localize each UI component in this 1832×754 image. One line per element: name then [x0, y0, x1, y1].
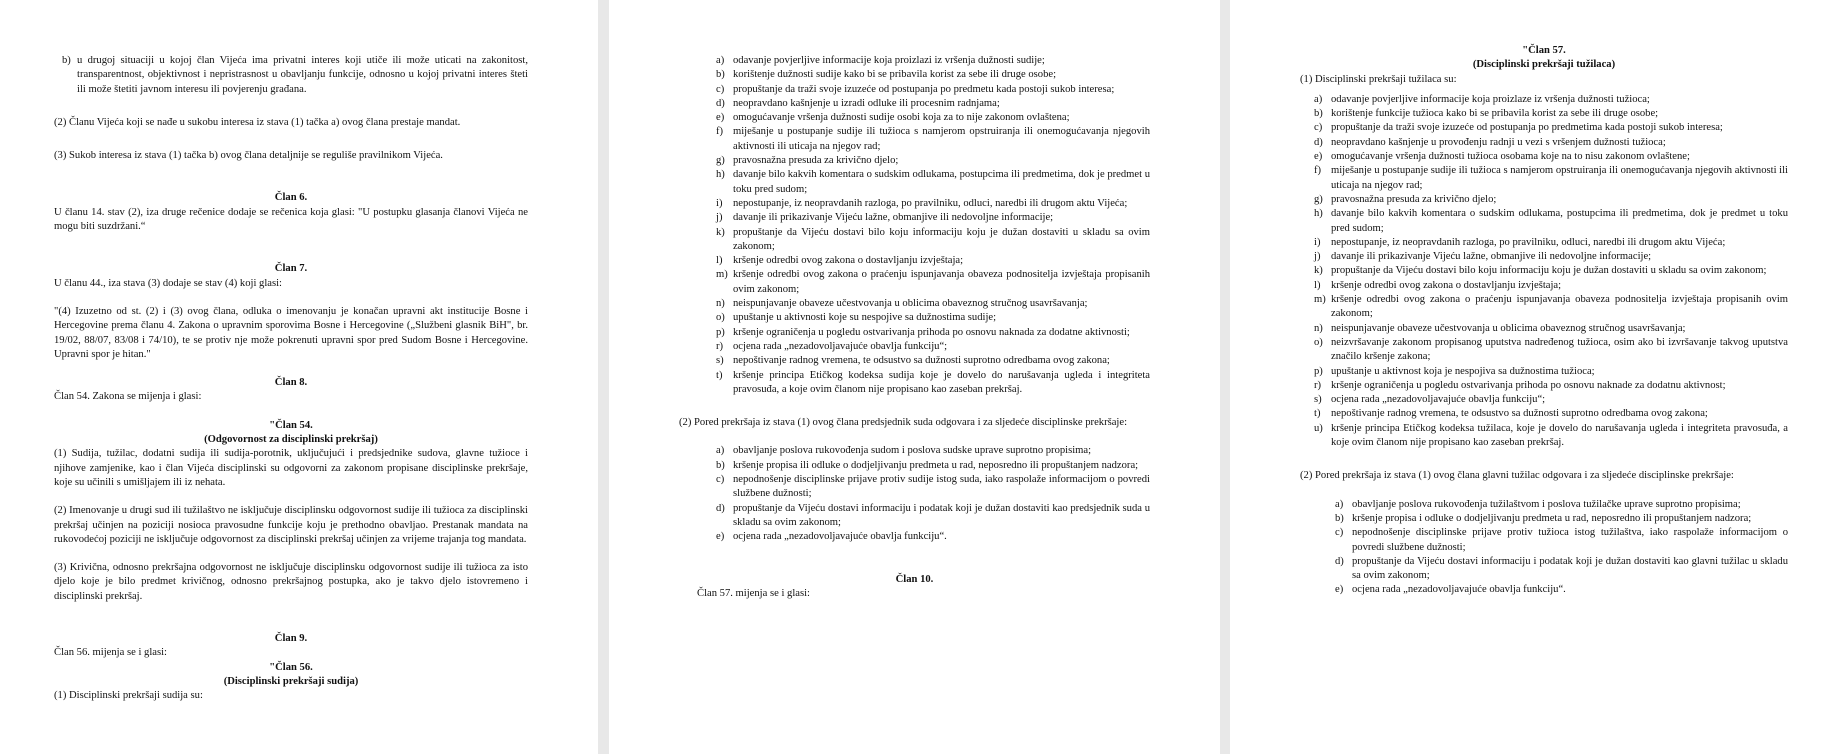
article-subheading: (Disciplinski prekršaji sudija): [223, 675, 359, 687]
list-item-label: t): [716, 369, 723, 381]
list-item-text: kršenje propisa i odluke o dodjeljivanju predmeta u rad, neposredno ili propuštanjem nadzora;: [1352, 512, 1752, 524]
list-item: [716, 268, 1150, 297]
list-item: [716, 226, 1150, 255]
list-item-label: h): [716, 169, 725, 181]
list-item-text: omogućavanje vršenja dužnosti tužioca osobama koje na to nisu zakonom ovlaštene;: [1331, 151, 1690, 163]
article-heading: Član 6.: [274, 192, 308, 204]
list-item-label: b): [1335, 512, 1344, 524]
list-item-text: upuštanje u aktivnost koja je nespojiva sa dužnostima tužioca;: [1331, 365, 1595, 377]
list-item-label: c): [716, 83, 725, 95]
list-item-label: f): [1314, 165, 1322, 177]
list-item-label: r): [716, 340, 724, 352]
list-item-label: g): [716, 155, 725, 167]
list-item-text: neopravdano kašnjenje u izradi odluke ili procesnim radnjama;: [733, 97, 1000, 109]
list-item: [1314, 293, 1788, 322]
list-item: [1314, 407, 1788, 421]
list-item-label: d): [716, 97, 725, 109]
list-item-label: i): [716, 197, 723, 209]
list-item: [1314, 365, 1788, 379]
list-item-label: b): [716, 459, 725, 471]
list-item: [1314, 107, 1788, 121]
list-item-text: propuštanje da traži svoje izuzeće od postupanja po predmetu kada postoji sukob interesa;: [733, 83, 1115, 95]
paragraph: (1) Disciplinski prekršaji sudija su:: [54, 690, 203, 702]
list-item: [1314, 93, 1788, 107]
list-item-label: c): [1335, 527, 1344, 539]
list-item-text: ocjena rada „nezadovoljavajuće obavlja funkciju“.: [1352, 584, 1566, 596]
paragraph: Član 57. mijenja se i glasi:: [697, 587, 810, 599]
list-item-label: b): [1314, 108, 1323, 120]
paragraph: (2) Članu Vijeća koji se nađe u sukobu interesa iz stava (1) tačka a) ovog člana prestaje mandat.: [54, 116, 461, 128]
list-item-label: a): [1314, 93, 1323, 105]
list-item-text: odavanje povjerljive informacije koja proizlaze iz vršenja dužnosti tužioca;: [1331, 93, 1650, 105]
list-item: [1335, 555, 1788, 584]
document-page-1: [0, 0, 598, 754]
list-item: [1335, 512, 1788, 526]
list-item-label: e): [1314, 151, 1323, 163]
list-item-label: k): [1314, 265, 1323, 277]
list-item-label: n): [716, 298, 725, 310]
list-item-text: korištenje funkcije tužioca kako bi se pribavila korist za sebe ili druge osobe;: [1331, 108, 1659, 120]
paragraph: (3) Sukob interesa iz stava (1) tačka b) ovog člana detaljnije se reguliše pravilnikom Vijeća.: [54, 150, 443, 162]
document-page-2: [609, 0, 1220, 754]
list-item: [716, 211, 1150, 225]
list-item: [1314, 322, 1788, 336]
list-item: [1314, 136, 1788, 150]
list-item-text: neizvršavanje zakonom propisanog uputstva nadređenog tužioca, osim ako bi izvršavanje takvog uputstva značilo kršenje zakona;: [1331, 336, 1788, 363]
list-item-text: kršenje ograničenja u pogledu ostvarivanja prihoda po osnovu naknada za dodatne aktivnosti;: [733, 326, 1130, 338]
document-page-3: [1230, 0, 1832, 754]
list-item: [1335, 498, 1788, 512]
paragraph: (1) Sudija, tužilac, dodatni sudija ili sudija-porotnik, uključujući i predsjednike sudova, glavne tužioce i njihove zamjenike, kao i član Vijeća disciplinski su odgovorni za zakonom propisane disciplinske prekršaje, koje su učinili s umišljajem ili iz nehata.: [54, 448, 528, 488]
list-item-text: propuštanje da traži svoje izuzeće od postupanja po predmetima kada postoji sukob interesa;: [1331, 122, 1723, 134]
list-item-label: e): [1335, 584, 1344, 596]
paragraph: Član 56. mijenja se i glasi:: [54, 647, 167, 659]
list-item: [716, 473, 1150, 502]
list-item-text: odavanje povjerljive informacije koja proizlazi iz vršenja dužnosti sudije;: [733, 55, 1045, 66]
list-item-label: a): [716, 445, 725, 457]
list-item: [716, 340, 1150, 354]
list-item-label: e): [716, 531, 725, 543]
offence-list: [679, 54, 1150, 397]
quoted-paragraph: "(4) Izuzetno od st. (2) i (3) ovog člana, odluka o imenovanju je konačan upravni akt institucije Bosne i Hercegovine prema članu 4. Zakona o upravnim sporovima Bosne i Hercegovine („Službeni glasnik BiH", br. 19/02, 88/07, 83/08 i 74/10), te se protiv nje može pokrenuti upravni spor pred Sudom Bosne i Hercegovine. Upravni spor je hitan.": [54, 305, 528, 360]
list-item-label: d): [1335, 555, 1344, 567]
list-item-text: obavljanje poslova rukovođenja tužilaštvom i poslova tužilačke uprave suprotno propisima;: [1352, 498, 1741, 510]
list-item-label: c): [1314, 122, 1323, 134]
list-item-label: f): [716, 126, 724, 138]
paragraph: (2) Pored prekršaja iz stava (1) ovog člana predsjednik suda odgovara i za sljedeće disciplinske prekršaje:: [679, 417, 1128, 429]
list-item: [716, 197, 1150, 211]
list-item-text: davanje ili prikazivanje Vijeću lažne, obmanjive ili nedovoljne informacije;: [1331, 251, 1652, 263]
article-heading: "Član 56.: [269, 661, 313, 673]
list-item: [716, 97, 1150, 111]
list-item: [1314, 279, 1788, 293]
article-heading: Član 9.: [274, 633, 308, 645]
list-item-label: r): [1314, 379, 1322, 391]
list-item-label: l): [716, 255, 723, 267]
paragraph: (2) Pored prekršaja iz stava (1) ovog člana glavni tužilac odgovara i za sljedeće disciplinske prekršaje:: [1300, 470, 1734, 482]
list-item-text: kršenje propisa ili odluke o dodjeljivanju predmeta u rad, neposredno ili propuštanjem nadzora;: [733, 459, 1139, 471]
list-item: [716, 502, 1150, 531]
list-item: [716, 83, 1150, 97]
list-item-text: propuštanje da Vijeću dostavi informaciju i podatak koji je dužan dostaviti kao glavni tužilac u skladu sa ovim zakonom;: [1352, 555, 1788, 582]
list-item-text: pravosnažna presuda za krivično djelo;: [733, 155, 899, 167]
list-item-text: nepoštivanje radnog vremena, te odsustvo sa dužnosti suprotno odredbama ovog zakona;: [733, 355, 1110, 367]
list-item: [1335, 583, 1788, 597]
article-heading: Član 7.: [274, 263, 308, 275]
list-item: [1314, 150, 1788, 164]
list-item-text: davanje ili prikazivanje Vijeću lažne, obmanjive ili nedovoljne informacije;: [733, 212, 1054, 224]
offence-list: [679, 444, 1150, 544]
list-item-label: o): [1314, 336, 1323, 348]
list-item-text: miješanje u postupanje sudije ili tužioca s namjerom opstruiranja ili onemogućavanja njegovih aktivnosti ili uticaja na njegov rad;: [733, 126, 1150, 152]
list-item: [716, 311, 1150, 325]
list-item-label: p): [716, 326, 725, 338]
article-heading: Član 10.: [895, 573, 934, 585]
paragraph: U članu 44., iza stava (3) dodaje se stav (4) koji glasi:: [54, 277, 282, 289]
list-item-text: davanje bilo kakvih komentara o sudskim odlukama, postupcima ili predmetima, dok je predmet u toku pred sudom;: [733, 169, 1150, 195]
list-item-label: j): [1314, 251, 1321, 263]
list-item: [1314, 164, 1788, 193]
list-item: [716, 369, 1150, 398]
list-item-text: nepodnošenje disciplinske prijave protiv tužioca istog tužilaštva, iako raspolaže informacijom o povredi službene dužnosti;: [1352, 527, 1788, 553]
list-item-label: a): [716, 55, 725, 66]
paragraph: Član 54. Zakona se mijenja i glasi:: [54, 391, 202, 403]
list-item: [1314, 336, 1788, 365]
list-item-label: b): [62, 55, 71, 66]
list-item: [1314, 121, 1788, 135]
list-item: [1314, 422, 1788, 451]
list-item-text: nepostupanje, iz neopravdanih razloga, po pravilniku, odluci, naredbi ili drugom aktu Vijeća;: [1331, 236, 1726, 248]
article-subheading: (Disciplinski prekršaji tužilaca): [1472, 59, 1616, 71]
list-item-text: neispunjavanje obaveze učestvovanja u oblicima obaveznog stručnog usavršavanja;: [1331, 322, 1686, 334]
offence-list: [1300, 93, 1788, 450]
list-item-label: u): [1314, 422, 1323, 434]
list-item: [716, 297, 1150, 311]
list-item-text: ocjena rada „nezadovoljavajuće obavlja funkciju“;: [1331, 394, 1546, 406]
list-item: [716, 168, 1150, 197]
list-item: [716, 111, 1150, 125]
list-item: [716, 54, 1150, 68]
list-item-text: propuštanje da Vijeću dostavi informaciju i podatak koji je dužan dostaviti kao predsjednik suda u skladu sa ovim zakonom;: [733, 502, 1150, 528]
list-item-label: p): [1314, 365, 1323, 377]
list-item-label: d): [1314, 136, 1323, 148]
list-item-label: t): [1314, 408, 1321, 420]
list-item-label: g): [1314, 193, 1323, 205]
list-item-text: propuštanje da Vijeću dostavi bilo koju informaciju koju je dužan dostaviti u skladu sa ovim zakonom;: [733, 226, 1150, 252]
list-item-text: kršenje odredbi ovog zakona o praćenju ispunjavanja obaveza podnositelja izvještaja propisanih ovim zakonom;: [1331, 294, 1788, 320]
list-item-label: s): [1314, 394, 1322, 406]
list-item: [716, 354, 1150, 368]
list-item: [1314, 379, 1788, 393]
list-item-label: e): [716, 112, 725, 124]
list-item-text: kršenje principa Etičkog kodeksa tužilaca, koje je dovelo do narušavanja ugleda i integriteta pravosuđa, a koje ovim članom nije propisano kao zaseban prekršaj.: [1331, 422, 1788, 449]
list-item: [716, 444, 1150, 458]
list-item-label: n): [1314, 322, 1323, 334]
paragraph: (1) Disciplinski prekršaji tužilaca su:: [1300, 73, 1457, 85]
list-item-text: korištenje dužnosti sudije kako bi se pribavila korist za sebe ili druge osobe;: [733, 69, 1057, 81]
list-item: [1314, 393, 1788, 407]
paragraph: U članu 14. stav (2), iza druge rečenice dodaje se rečenica koja glasi: "U postupku glasanja članovi Vijeća ne mogu biti suzdržani.“: [54, 206, 528, 233]
list-item-label: l): [1314, 279, 1321, 291]
list-item-label: a): [1335, 498, 1344, 510]
list-item-label: m): [716, 269, 728, 281]
article-heading: "Član 57.: [1522, 45, 1566, 56]
list-item: [1314, 250, 1788, 264]
list-item-text: omogućavanje vršenja dužnosti sudije osobi koja za to nije zakonom ovlaštena;: [733, 112, 1070, 124]
article-heading: "Član 54.: [269, 419, 313, 431]
list-item-text: kršenje ograničenja u pogledu ostvarivanja prihoda po osnovu naknade za dodatnu aktivnost;: [1331, 379, 1726, 391]
list-item-label: b): [716, 69, 725, 81]
offence-list: [1300, 498, 1788, 598]
list-item-label: o): [716, 312, 725, 324]
list-item: [716, 326, 1150, 340]
list-item: [1314, 236, 1788, 250]
article-subheading: (Odgovornost za disciplinski prekršaj): [204, 434, 378, 446]
list-item: [1314, 207, 1788, 236]
list-item-text: obavljanje poslova rukovođenja sudom i poslova sudske uprave suprotno propisima;: [733, 445, 1092, 457]
list-item: [716, 459, 1150, 473]
list-item-label: i): [1314, 236, 1321, 248]
paragraph: (2) Imenovanje u drugi sud ili tužilaštvo ne isključuje disciplinsku odgovornost sudije ili tužioca za disciplinski prekršaj učinjen na poziciji nosioca pravosudne funkcije koju je prethodno obavljao. Prestanak mandata na rukovodećoj poziciji ne isključuje odgovornost za disciplinski prekršaj učinjen za vrijeme trajanja tog mandata.: [54, 505, 528, 545]
list-item-text: nepoštivanje radnog vremena, te odsustvo sa dužnosti suprotno odredbama ovog zakona;: [1331, 408, 1708, 420]
article-heading: Član 8.: [274, 377, 308, 389]
paragraph: (3) Krivična, odnosno prekršajna odgovornost ne isključuje disciplinsku odgovornost sudije ili tužioca za isto djelo koje je bilo predmet krivičnog, odnosno prekršajnog postupka, ako je takvo djelo istovremeno i disciplinski prekršaj.: [54, 562, 528, 602]
list-item-label: h): [1314, 208, 1323, 220]
list-item-label: s): [716, 355, 724, 367]
list-item-text: kršenje principa Etičkog kodeksa sudija koje je dovelo do narušavanja ugleda i integriteta pravosuđa, a koje ovim članom nije propisano kao zaseban prekršaj.: [733, 369, 1150, 395]
list-item-text: kršenje odredbi ovog zakona o dostavljanju izvještaja;: [1331, 279, 1562, 291]
list-item-label: m): [1314, 294, 1326, 306]
list-item-text: propuštanje da Vijeću dostavi bilo koju informaciju koju je dužan dostaviti u skladu sa ovim zakonom;: [1331, 265, 1767, 277]
list-item: [716, 254, 1150, 268]
list-item: [716, 68, 1150, 82]
list-item-label: k): [716, 226, 725, 238]
list-item-label: d): [716, 502, 725, 514]
list-item: [716, 154, 1150, 168]
list-item-label: j): [716, 212, 723, 224]
list-item-text: neopravdano kašnjenje u provođenju radnji u vezi s vršenjem dužnosti tužioca;: [1331, 136, 1666, 148]
list-item-text: miješanje u postupanje sudije ili tužioca s namjerom opstruiranja ili onemogućavanja njegovih aktivnosti ili uticaja na njegov rad;: [1331, 165, 1788, 191]
list-item-text: neispunjavanje obaveze učestvovanja u oblicima obaveznog stručnog usavršavanja;: [733, 298, 1088, 310]
list-item-text: ocjena rada „nezadovoljavajuće obavlja funkciju“.: [733, 531, 947, 543]
list-item: [716, 530, 1150, 544]
list-item-text: kršenje odredbi ovog zakona o dostavljanju izvještaja;: [733, 255, 964, 267]
list-item-text: davanje bilo kakvih komentara o sudskim odlukama, postupcima ili predmetima, dok je predmet u toku pred sudom;: [1331, 208, 1788, 234]
list-item: [54, 54, 528, 97]
list-item: [1335, 526, 1788, 555]
list-item-text: ocjena rada „nezadovoljavajuće obavlja funkciju“;: [733, 340, 948, 352]
list-item: [716, 125, 1150, 154]
list-item-text: nepostupanje, iz neopravdanih razloga, po pravilniku, odluci, naredbi ili drugom aktu Vijeća;: [733, 197, 1128, 209]
list-item: [1314, 193, 1788, 207]
list-item-text: u drugoj situaciji u kojoj član Vijeća ima privatni interes koji utiče ili može uticati na zakonitost, transparentnost, objektivnost i nepristrasnost u obavljanju funkcije, odnosno u kojoj privatni interes šteti ili može štetiti javnom interesu ili povjerenju građana.: [77, 55, 528, 95]
list-item-text: upuštanje u aktivnosti koje su nespojive sa dužnostima sudije;: [733, 312, 997, 324]
list-item-text: nepodnošenje disciplinske prijave protiv sudije istog suda, iako raspolaže informacijom o povredi službene dužnosti;: [733, 474, 1150, 500]
list-item-text: pravosnažna presuda za krivično djelo;: [1331, 193, 1497, 205]
list-item: [1314, 264, 1788, 278]
list-item-text: kršenje odredbi ovog zakona o praćenju ispunjavanja obaveza podnositelja izvještaja propisanih ovim zakonom;: [733, 269, 1150, 295]
list-item-label: c): [716, 474, 725, 486]
